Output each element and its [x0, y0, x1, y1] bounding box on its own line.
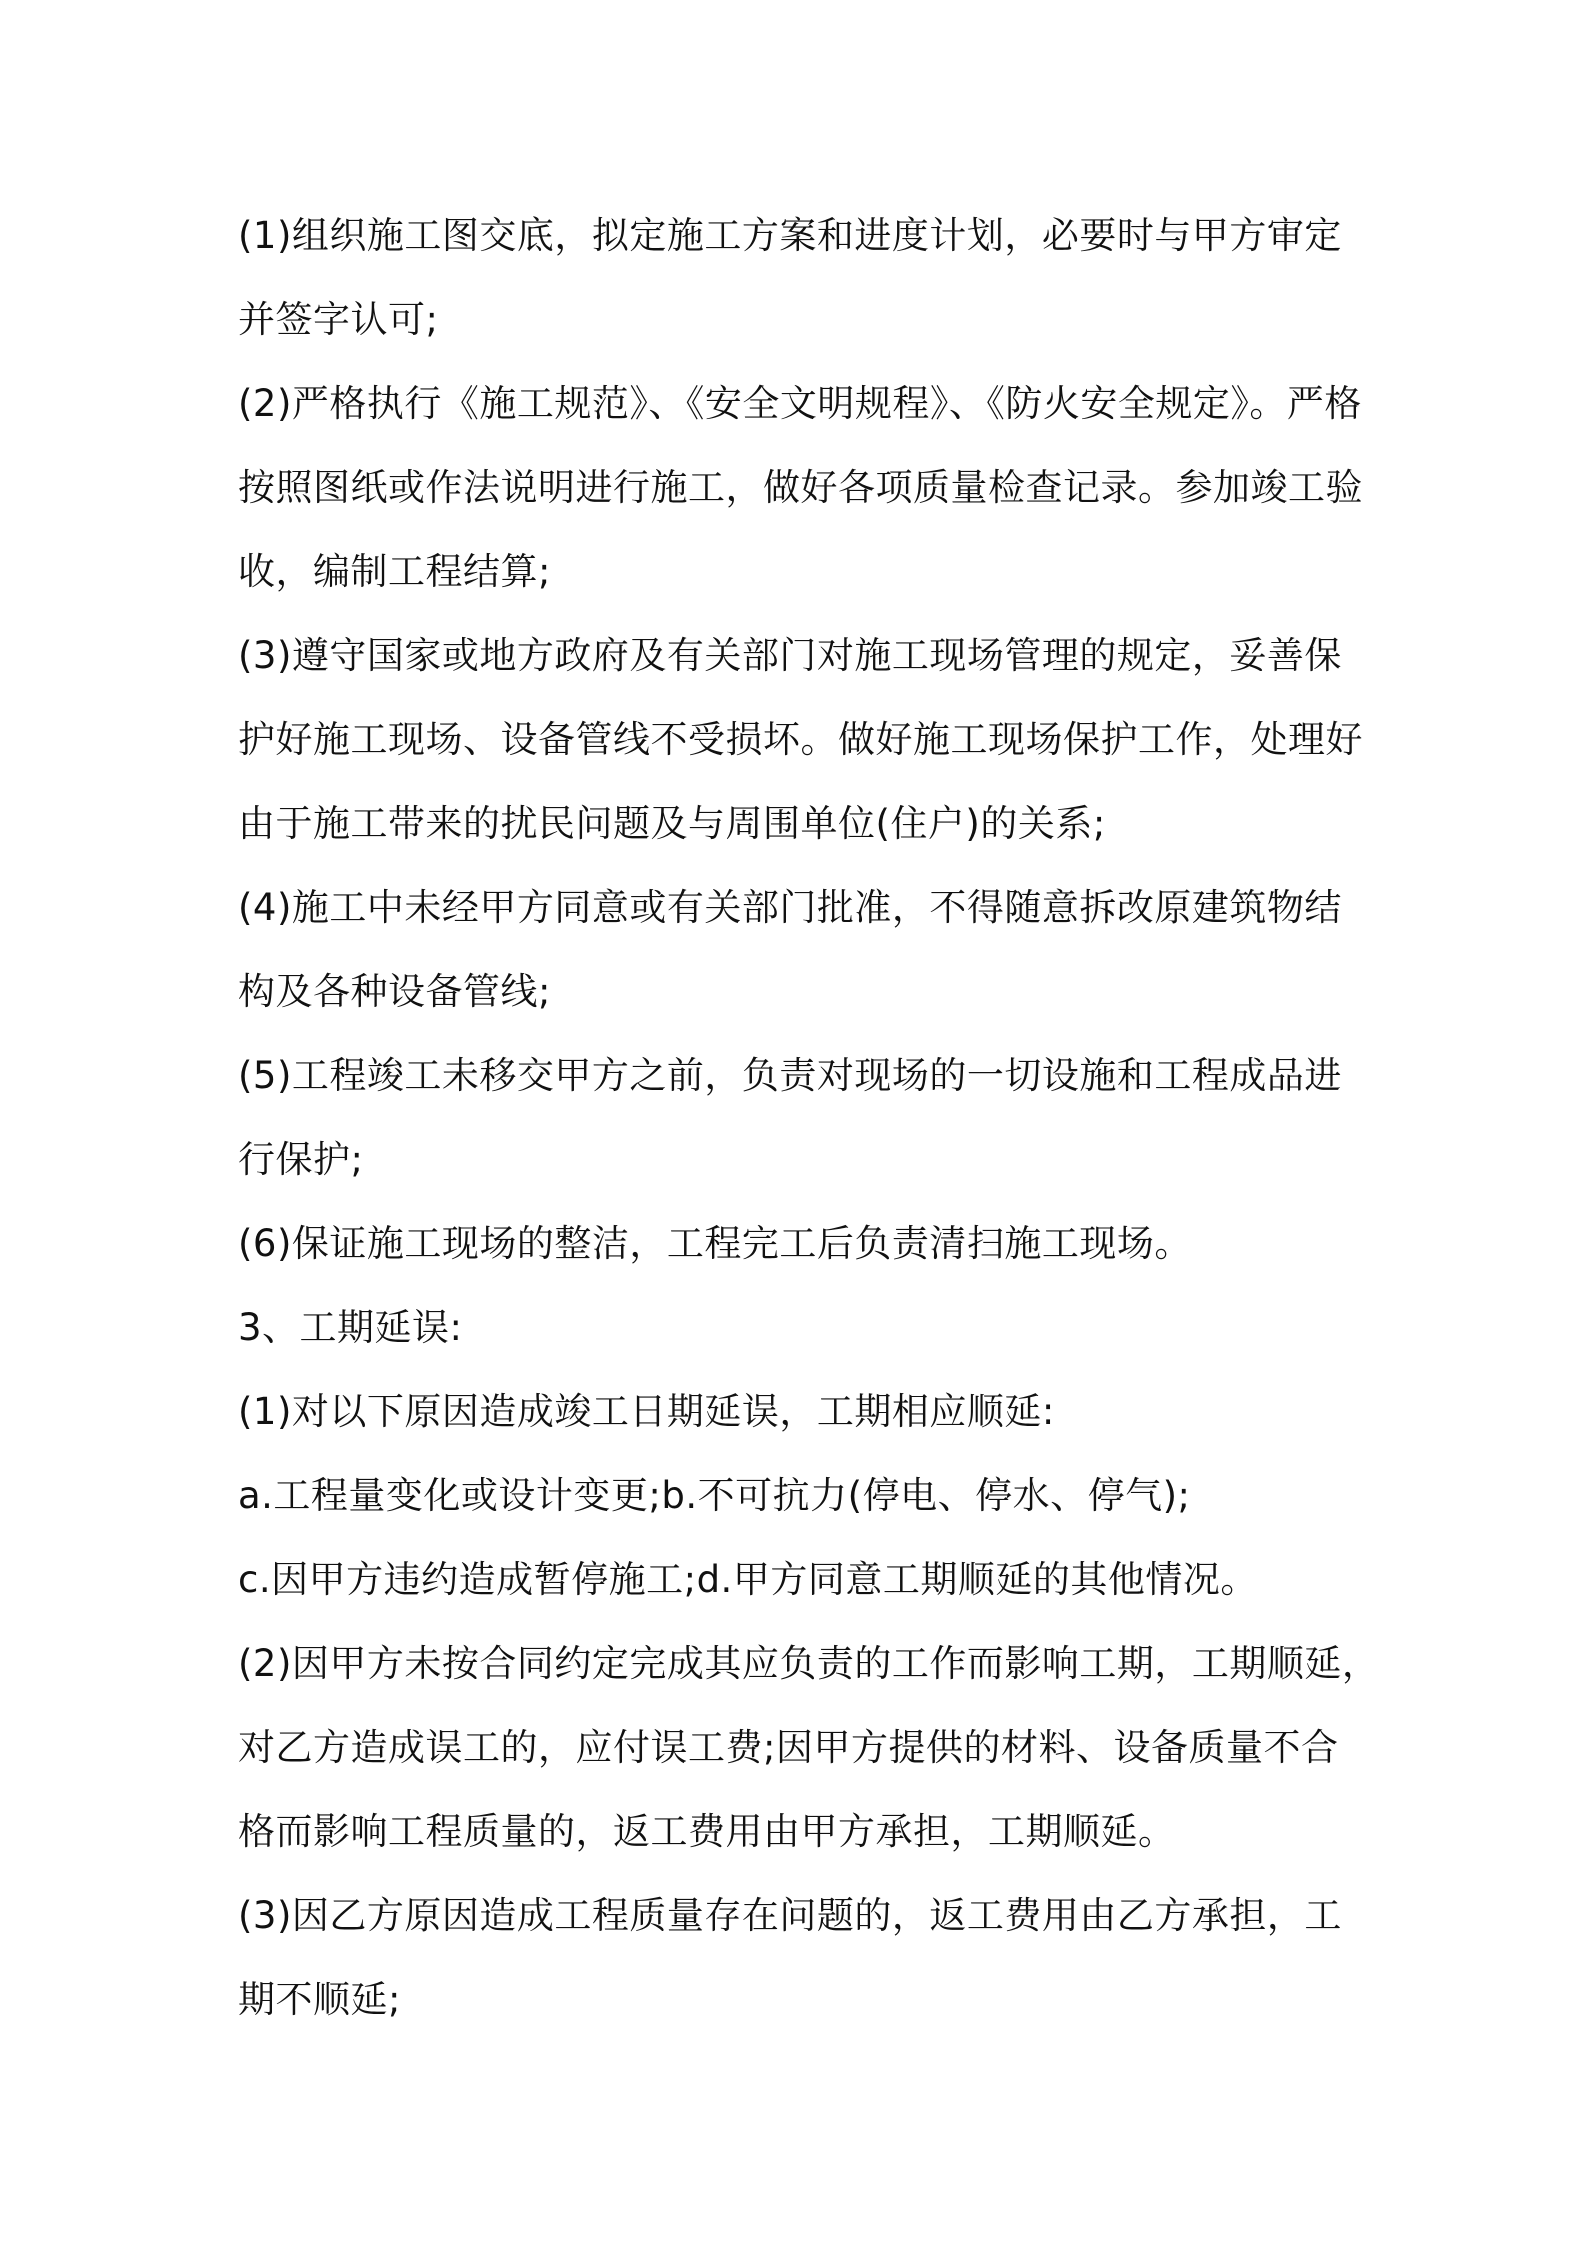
text-line: (3)遵守国家或地方政府及有关部门对施工现场管理的规定，妥善保 — [238, 634, 1342, 677]
text-line: (1)组织施工图交底，拟定施工方案和进度计划，必要时与甲方审定 — [238, 214, 1342, 257]
text-line: (2)因甲方未按合同约定完成其应负责的工作而影响工期，工期顺延， — [238, 1642, 1380, 1685]
text-line: a.工程量变化或设计变更;b.不可抗力(停电、停水、停气); — [238, 1474, 1191, 1517]
document-body — [238, 194, 1380, 2042]
text-line: 行保护; — [238, 1138, 364, 1181]
text-line: (6)保证施工现场的整洁，工程完工后负责清扫施工现场。 — [238, 1222, 1192, 1265]
text-line: (1)对以下原因造成竣工日期延误，工期相应顺延: — [238, 1390, 1055, 1433]
text-line: 对乙方造成误工的，应付误工费;因甲方提供的材料、设备质量不合 — [238, 1726, 1339, 1769]
text-line: (5)工程竣工未移交甲方之前，负责对现场的一切设施和工程成品进 — [238, 1054, 1342, 1097]
text-line: 格而影响工程质量的，返工费用由甲方承担，工期顺延。 — [238, 1810, 1176, 1853]
text-line: 由于施工带来的扰民问题及与周围单位(住户)的关系; — [238, 802, 1106, 845]
text-line: c.因甲方违约造成暂停施工;d.甲方同意工期顺延的其他情况。 — [238, 1558, 1258, 1601]
text-line: (3)因乙方原因造成工程质量存在问题的，返工费用由乙方承担，工 — [238, 1894, 1342, 1937]
text-line: 按照图纸或作法说明进行施工，做好各项质量检查记录。参加竣工验 — [238, 466, 1363, 509]
text-line: 期不顺延; — [238, 1978, 401, 2021]
text-line: 收，编制工程结算; — [238, 550, 551, 593]
section-heading: 3、工期延误: — [238, 1306, 463, 1349]
text-line: 构及各种设备管线; — [238, 970, 551, 1013]
text-line: 并签字认可; — [238, 298, 439, 341]
text-line: (4)施工中未经甲方同意或有关部门批准，不得随意拆改原建筑物结 — [238, 886, 1342, 929]
text-line: 护好施工现场、设备管线不受损坏。做好施工现场保护工作，处理好 — [238, 718, 1363, 761]
text-line: (2)严格执行《施工规范》、《安全文明规程》、《防火安全规定》。严格 — [238, 382, 1362, 425]
